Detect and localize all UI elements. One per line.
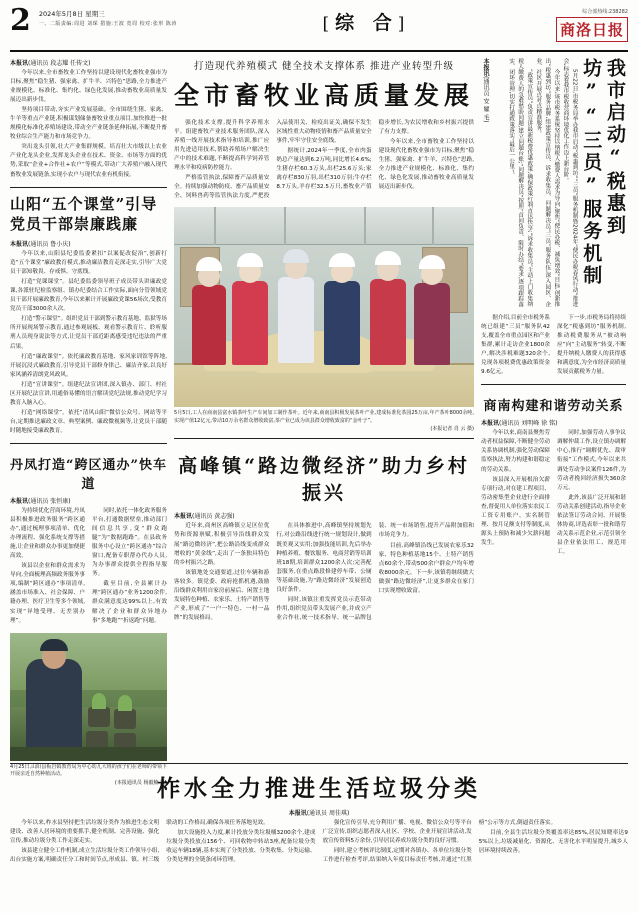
photo-seedling bbox=[10, 633, 167, 761]
tax-headline-wrap bbox=[481, 58, 626, 308]
masthead bbox=[10, 3, 628, 52]
shangnan-body: 今年以来,商南县聚焦劳动者权益保障,不断健全劳动关系协调机制,强化劳动保障监察执法,努力构建和谐稳定的劳动关系。 该县深入开展根治欠薪专项行动,对在建工程项目、劳动密集型企业进行全面排查,督促用人单位落实农民工工资专用账户、实名制管理、按月足额支付等制度,从源头上预防和减少欠薪问题发生。 同时,加强劳动人事争议调解仲裁工作,设立镇办调解中心,推行“调解优先、裁审衔接”工作模式,今年以来共调处劳动争议案件126件,为劳动者挽回经济损失360余万元。 此外,该县广泛开展和谐劳动关系创建活动,指导企业依法签订劳动合同、开展集体协商,评选表彰一批和谐劳动关系示范企业,示范引领全县企业依法用工、规范用工。 bbox=[481, 430, 626, 555]
danfeng-body: 为持续优化营商环境,丹凤县积极推进政务服务“跨区通办”,通过梳理事项清单、优化办理流程、强化系统支撑等措施,让企业和群众办事更加便捷高效。 该县以企业和群众需求为导向,全面梳理高频政务服务事项,编制“跨区通办”事项清单,涵盖市场准入、社会保障、户籍办理、医疗卫生等多个领域,实现“异地受理、无差别办理”。 同时,依托一体化政务服务平台,打通数据壁垒,推动部门间信息共享,变“群众跑腿”为“数据跑路”。在县政务服务中心设立“跨区通办”综合窗口,配备专职帮办代办人员,为办事群众提供全程指导服务。 截至目前,全县累计办理“跨区通办”业务1200余件,群众满意度达99%以上,有效解决了企业和群众异地办事“多地跑”“折返跑”问题。 bbox=[10, 508, 167, 624]
photo-seedling-credit: (本报通讯员 杨毅楠 摄) bbox=[114, 779, 167, 786]
shangnan-byline: 本报讯(通讯员 刘明峰 徐 铭) bbox=[481, 420, 558, 428]
section-title bbox=[322, 8, 410, 35]
bracket-left-icon: [ bbox=[322, 14, 336, 34]
paper-logo: 商洛日报 bbox=[556, 17, 628, 42]
tax-body-bottom: 据介绍,目前全市税务系统已组建“三员”服务队42支,覆盖全市重点园区和产业集群,累计走访企业1800余户,解决涉税难题320余个,兑现各项税费优惠政策资金9.6亿元。 下一步,市税务局将持续深化“税惠到坊”服务机制,推动税费服务从“被动响应”向“主动服务”转变,不断提升纳税人缴费人的获得感和满意度,为全市经济高质量发展贡献税务力量。 bbox=[481, 315, 626, 376]
lead-body-left: 今年以来,全市畜牧业工作坚持以建设现代化畜牧业强市为目标,聚焦“稳生猪、强家禽、扩牛羊、兴特色”思路,全力推进产业规模化、标准化、集约化、绿色化发展,推动畜牧业高质量发展迈出新步伐。 坚持项目带动,夯实产业发展基础。全市围绕生猪、家禽、牛羊等重点产业链,积极谋划储备畜牧业重点项目,加快推进一批规模化标准化养殖场建设,带动全产业链条延伸拓展,不断提升畜牧业综合生产能力和市场竞争力。 突出龙头引领,壮大产业集群规模。培育壮大市级以上农业产业化龙头企业,发挥龙头企业在技术、资金、市场等方面的优势,采取“企业+合作社+农户”等模式,带动广大养殖户融入现代畜牧业发展链条,实现小农户与现代农业有机衔接。 bbox=[10, 70, 167, 178]
photo-seedling-caption: 4月25日,山阳县板岩镇教育局为中心幼儿大班的孩子们在老师的带领下开展亲近自然种植活动。 bbox=[10, 763, 167, 778]
photo-workers-caption: 5月5日,工人在商南县富水镇茶叶生产车间加工制作茶叶。近年来,商南县积极发展茶叶产业,建成标准化茶园25万亩,年产茶叶8000余吨,实现产值12亿元,带动10万余名群众增收致富,茶产业已成为该县群众增收致富的“金叶子”。 bbox=[174, 410, 474, 424]
photo-workers bbox=[174, 207, 474, 407]
masthead-left bbox=[10, 3, 177, 38]
hotline-text: 综合部热线:238282 bbox=[582, 9, 628, 15]
article-gaofeng bbox=[174, 445, 474, 623]
masthead-center bbox=[322, 6, 410, 35]
lead-kicker: 打造现代养殖模式 健全技术支撑体系 推进产业转型升级 bbox=[193, 61, 455, 72]
divider bbox=[10, 763, 628, 764]
zhashui-headline: 柞水全力推进生活垃圾分类 bbox=[157, 775, 481, 802]
section-name: 综 合 bbox=[335, 12, 398, 34]
editor-credits: 一、二版责编:周进 刘琛 措施:王波 宽周 校对:张形 陈涛 bbox=[38, 20, 177, 27]
divider bbox=[174, 438, 474, 439]
page-number: 2 bbox=[10, 3, 31, 38]
photo-workers-credit: (本报记者 肖 云 摄) bbox=[430, 426, 474, 433]
publication-date: 2024年5月8日 星期三 bbox=[38, 10, 105, 18]
divider bbox=[481, 384, 626, 385]
shanyang-byline: 本报讯(通讯员 鲁小庆) bbox=[10, 241, 71, 249]
article-tax-benefit bbox=[481, 58, 626, 378]
article-zhashui bbox=[10, 757, 628, 905]
danfeng-headline: 丹凤打造“跨区通办”快车道 bbox=[10, 458, 167, 492]
zhashui-byline: 本报讯(通讯员 周佳琪) bbox=[288, 810, 350, 817]
lead-headline: 全市畜牧业高质量发展 bbox=[174, 81, 475, 110]
tax-body-top: 5月22日,市税务局举办我市启动“税惠到坊”“三员”服务机制暨2024年“便民办税春风行动”推进会,标志着我市税收营商环境优化工作迈上新台阶。 今年以来,该市税务系统坚持以纳税人缴费人需求为导向,聚焦“便民办税、减负增效”目标,创新推出“税惠到坊”服务品牌,组建政策宣传员、诉求收集员、问题解决员“三员”服务队伍,深入园区、企业、社区开展点对点精准服务。 “政策宣传员”负责宣讲最新税费优惠政策,确保政策红利直达快享;“诉求收集员”主动上门收集纳税人缴费人的急难愁盼问题,建立问题台账;“问题解决员”按照“首问负责、限时办结”要求,逐项跟踪落实、闭环管理,切实打通政策落实“最后一公里”。 bbox=[508, 58, 578, 307]
article-danfeng bbox=[10, 450, 167, 627]
shanyang-body: 今年以来,山阳县纪委监委紧扣“以案促改促治”,创新打造“五个课堂”廉政教育模式,推动廉洁教育走深走实,引导广大党员干部知敬畏、存戒惧、守底线。 打造“党课课堂”。县纪委监委领导班子成员带头讲廉政党课,各派驻纪检监察组、镇办纪委结合工作实际,面向分管领域党员干部开展廉政教育,今年以来累计开展廉政党课56场次,受教育党员干部3000余人次。 打造“警示课堂”。组织党员干部到警示教育基地、监狱等场所开展现场警示教育,通过参观展板、观看警示教育片、聆听服刑人员现身说法等方式,让党员干部近距离感受违纪违法的严重后果。 打造“廉政课堂”。依托廉政教育基地、家风家训馆等阵地,开展沉浸式廉政教育,引导党员干部修身律己、廉洁齐家,以良好家风涵养清朗党风政风。 打造“宣讲课堂”。组建纪法宣讲团,深入镇办、部门、村社区开展纪法宣讲,用通俗易懂的语言解读党纪法规,推动党纪学习教育入脑入心。 打造“网络课堂”。依托“清风山阳”微信公众号、网站等平台,定期推送廉政文章、典型案例、廉政微视频等,让党员干部随时随地接受廉政教育。 bbox=[10, 251, 167, 434]
shanyang-headline: 山阳“五个课堂”引导 党员干部崇廉践廉 bbox=[10, 194, 158, 233]
article-shanyang bbox=[10, 194, 167, 437]
lead-byline: 本报讯(通讯员 段志耀 任传文) bbox=[10, 60, 91, 67]
masthead-right bbox=[556, 6, 628, 42]
lead-left-body bbox=[10, 58, 167, 181]
divider bbox=[10, 187, 167, 188]
article-shangnan bbox=[481, 391, 626, 557]
shangnan-headline: 商南构建和谐劳动关系 bbox=[483, 399, 624, 415]
zhashui-body: 今年以来,柞水县坚持把生活垃圾分类作为推进生态文明建设、改善人居环境的重要抓手,健全机制、完善设施、强化宣传,推动垃圾分类工作走深走实。 该县建立健全工作机制,成立生活垃圾分类工作领导小组,出台实施方案,明确责任分工和时间节点,形成县、镇、村三级联动的工作格局,确保各项任务落地见效。 加大设施投入力度,累计投放分类垃圾桶3200余个,建成垃圾分类投放点156个、可回收物中转站3座,配备垃圾分类收运车辆18辆,基本实现了分类投放、分类收集、分类运输、分类处理的全链条闭环管理。 强化宣传引导,充分利用广播、电视、微信公众号等平台广泛宣传,组织志愿者深入社区、学校、企业开展宣讲活动,发放宣传资料5万余份,引导居民养成垃圾分类的良好习惯。 同时,建立考核评比制度,定期对各镇办、各单位垃圾分类工作进行检查考评,结果纳入年度目标责任考核,并通过“红黑榜”公示等方式,倒逼责任落实。 目前,全县生活垃圾分类覆盖率达85%,居民知晓率达95%以上,垃圾减量化、资源化、无害化水平明显提升,城乡人居环境持续改善。 bbox=[10, 820, 628, 864]
gaofeng-body: 近年来,商州区高峰镇立足区位优势和资源禀赋,积极引导沿线群众发展“路边微经济”,把公路沿线变成群众增收的“黄金线”,走出了一条独具特色的乡村振兴之路。 该镇地处交通要道,过往车辆和游客较多。镇党委、政府抢抓机遇,鼓励沿线群众利用自家房前屋后、闲置土地发展特色种植、农家乐、土特产销售等产业,形成了“一户一特色、一村一品牌”的发展格局。 在具体推进中,高峰镇坚持规划先行,对公路沿线进行统一规划设计,做到既美观又实用;加强技能培训,先后举办种植养殖、餐饮服务、电商营销等培训班18期,培训群众1200余人次;完善配套服务,在重点路段修建停车带、公厕等基础设施,为“路边微经济”发展创造良好条件。 同时,该镇注重发挥党员示范带动作用,组织党员带头发展产业,并成立产业合作社,统一技术指导、统一品牌包装、统一市场销售,提升产品附加值和市场竞争力。 目前,高峰镇沿线已发展农家乐32家、特色种植基地15个、土特产销售点60余个,带动500余户群众户均年增收8000余元。下一步,该镇将继续做大做强“路边微经济”,让更多群众在家门口实现增收致富。 bbox=[174, 523, 474, 621]
photo-workers-block bbox=[174, 207, 474, 432]
lead-body-center: 强化技术支撑,提升科学养殖水平。组建畜牧产业技术服务团队,深入养殖一线开展技术指导和培训,推广应用先进适用技术,帮助养殖场户解决生产中的技术难题,不断提高科学饲养管理水平和疫病防控能力。 严格监管执法,保障畜产品质量安全。持续加强动物防疫、畜产品质量安全、饲料兽药等监管执法力度,严把投入品使用关、检疫出证关,确保不发生区域性重大动物疫情和畜产品质量安全事件,牢牢守住安全底线。 据统计,2024年一季度,全市肉蛋奶总产量达到6.2万吨,同比增长4.6%;生猪存栏60.3万头,出栏25.6万头;家禽存栏830万羽,出栏310万羽;牛存栏8.7万头,羊存栏32.5万只,畜牧业产值稳步增长,为农民增收和乡村振兴提供了有力支撑。 今年以来,全市畜牧业工作坚持以建设现代化畜牧业强市为目标,聚焦“稳生猪、强家禽、扩牛羊、兴特色”思路,全力推进产业规模化、标准化、集约化、绿色化发展,推动畜牧业高质量发展迈出新步伐。 bbox=[174, 120, 474, 200]
tax-byline: 本报讯(通讯员 安 耀 毛) bbox=[482, 58, 489, 123]
divider bbox=[10, 443, 167, 444]
bracket-right-icon: ] bbox=[397, 14, 411, 34]
danfeng-byline: 本报讯(通讯员 张恒康) bbox=[10, 498, 71, 505]
tax-headline: 我市启动“税惠到坊”“三员”服务机制 bbox=[580, 58, 626, 287]
gaofeng-headline: 高峰镇“路边微经济”助力乡村振兴 bbox=[178, 455, 470, 505]
masthead-dateblock bbox=[39, 6, 177, 27]
gaofeng-byline: 本报讯(通讯员 黄志强) bbox=[174, 513, 235, 521]
